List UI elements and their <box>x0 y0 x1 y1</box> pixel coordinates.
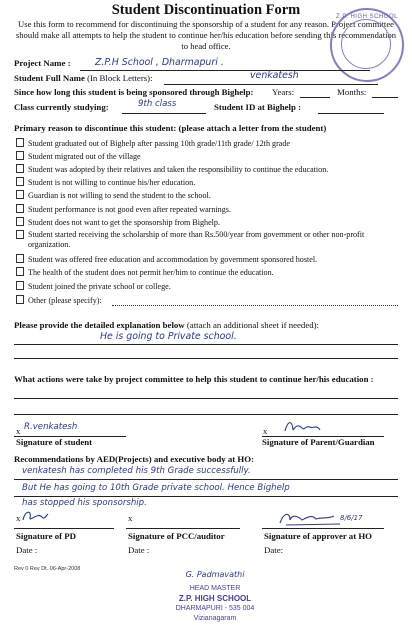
reason-label: Student performance is not good even after repeated warnings. <box>28 205 231 214</box>
reason-label: Student graduated out of Bighelp after passing 10th grade/11th grade/ 12th grade <box>28 139 291 148</box>
reason-label: Student is not willing to continue his/her education. <box>28 178 196 187</box>
student-signature[interactable]: R.venkatesh <box>24 422 78 432</box>
reason-label: Student joined the private school or college. <box>28 282 171 291</box>
checkbox[interactable] <box>16 177 24 186</box>
other-specify-line[interactable] <box>112 305 398 306</box>
actions-line-1[interactable] <box>14 398 398 399</box>
student-name-label-group <box>14 73 153 83</box>
recommendation-rule-2 <box>14 496 398 497</box>
reason-item[interactable] <box>16 177 195 187</box>
ho-date-value[interactable]: 8/6/17 <box>340 514 363 522</box>
project-name-value[interactable]: Z.P.H School , Dharmapuri . <box>95 57 224 68</box>
reason-item[interactable] <box>16 164 328 174</box>
recommendations-label: Recommendations by AED(Projects) and executive body at HO: <box>14 454 255 464</box>
project-name-line <box>80 70 370 71</box>
reason-item[interactable] <box>16 295 102 305</box>
recommendation-line-2[interactable]: But He has going to 10th Grade private school. Hence Bighelp <box>22 483 290 493</box>
reason-item[interactable] <box>16 230 388 249</box>
pcc-x-mark: x <box>128 513 133 523</box>
student-id-line[interactable] <box>318 113 384 114</box>
class-label: Class currently studying: <box>14 102 109 112</box>
headmaster-district: Vizianagaram <box>193 615 237 622</box>
pcc-signature-line <box>126 528 240 529</box>
reasons-heading: Primary reason to discontinue this student: (please attach a letter from the student) <box>14 123 327 133</box>
reason-label: Student started receiving the scholarship of more than Rs.500/year from government or other non-profit organization. <box>28 230 365 249</box>
revision-footer: Rev 0 Rev Dt. 06-Apr-2008 <box>14 566 81 572</box>
ho-signature-label: Signature of approver at HO <box>264 531 373 541</box>
headmaster-title: HEAD MASTER <box>189 585 241 592</box>
reason-label: Student was offered free education and accommodation by government sponsored hostel. <box>28 255 318 264</box>
years-line[interactable] <box>300 97 330 98</box>
checkbox[interactable] <box>16 138 24 147</box>
student-name-line <box>164 84 378 85</box>
class-value[interactable]: 9th class <box>138 99 177 109</box>
explanation-line-2 <box>14 358 398 359</box>
ho-date-label: Date: <box>264 545 284 555</box>
headmaster-place: DHARMAPURI - 535 004 <box>175 605 255 612</box>
explanation-hint: (attach an additional sheet if needed): <box>186 320 319 330</box>
recommendation-rule-1 <box>14 479 398 480</box>
reason-item[interactable] <box>16 267 274 277</box>
reason-item[interactable] <box>16 138 290 148</box>
parent-x-mark: x <box>263 426 268 436</box>
checkbox[interactable] <box>16 267 24 276</box>
months-label: Months: <box>337 87 367 97</box>
checkbox[interactable] <box>16 164 24 173</box>
stamp-inner-ring <box>341 19 391 69</box>
actions-line-2[interactable] <box>14 414 398 415</box>
reason-item[interactable] <box>16 204 231 214</box>
reason-label: Student does not want to get the sponsorship from Bighelp. <box>28 218 220 227</box>
ho-signature-line <box>262 528 384 529</box>
explanation-label: Please provide the detailed explanation below <box>14 320 185 330</box>
form-intro: Use this form to recommend for discontinuing the sponsorship of a student for any reason. Project committee should make all attempts to help the student to continue her/his education before sending this recommendation to head office. <box>15 19 397 51</box>
checkbox[interactable] <box>16 254 24 263</box>
reason-label: The health of the student does not permit her/him to continue the education. <box>28 268 274 277</box>
reason-label: Student was adopted by their relatives and taken the responsibility to continue the education. <box>28 165 329 174</box>
explanation-line-1 <box>14 344 398 345</box>
parent-signature[interactable] <box>282 418 324 436</box>
sponsorship-label: Since how long this student is being sponsored through Bighelp: <box>14 87 254 97</box>
ho-signature[interactable] <box>276 508 346 528</box>
reason-label: Guardian is not willing to send the student to the school. <box>28 191 211 200</box>
pd-signature-label: Signature of PD <box>16 531 76 541</box>
stamp-text: Z.P. HIGH SCHOOL <box>336 14 398 20</box>
reason-item[interactable] <box>16 151 141 161</box>
checkbox[interactable] <box>16 217 24 226</box>
checkbox[interactable] <box>16 190 24 199</box>
pd-date-label: Date : <box>16 545 38 555</box>
reason-label: Student migrated out of the village <box>28 152 141 161</box>
checkbox[interactable] <box>16 151 24 160</box>
explanation-value[interactable]: He is going to Private school. <box>100 331 237 342</box>
headmaster-signature[interactable]: G. Padmavathi <box>185 570 245 579</box>
student-signature-label: Signature of student <box>16 437 93 447</box>
recommendation-line-3[interactable]: has stopped his sponsorship. <box>22 498 147 508</box>
years-label: Years: <box>272 87 295 97</box>
student-x-mark: x <box>16 426 21 436</box>
reason-item[interactable] <box>16 190 211 200</box>
student-name-value[interactable]: venkatesh <box>250 70 299 81</box>
reason-item[interactable] <box>16 254 317 264</box>
pd-x-mark: x <box>16 513 21 523</box>
student-name-hint: (In Block Letters): <box>87 73 153 83</box>
actions-label: What actions were take by project committee to help this student to continue her/his education : <box>14 374 374 384</box>
checkbox[interactable] <box>16 295 24 304</box>
explanation-label-group <box>14 320 319 330</box>
pcc-date-label: Date : <box>128 545 150 555</box>
headmaster-school: Z.P. HIGH SCHOOL <box>178 594 252 603</box>
months-line[interactable] <box>372 97 398 98</box>
form-title: Student Discontinuation Form <box>111 2 301 18</box>
parent-signature-label: Signature of Parent/Guardian <box>262 437 375 447</box>
student-name-label: Student Full Name <box>14 73 85 83</box>
pd-signature-line <box>14 528 114 529</box>
student-id-label: Student ID at Bighelp : <box>214 102 302 112</box>
checkbox[interactable] <box>16 281 24 290</box>
class-line <box>122 113 206 114</box>
reason-label: Other (please specify): <box>28 296 102 305</box>
checkbox[interactable] <box>16 230 24 239</box>
pcc-signature-label: Signature of PCC/auditor <box>128 531 225 541</box>
checkbox[interactable] <box>16 204 24 213</box>
recommendation-line-1[interactable]: venkatesh has completed his 9th Grade successfully. <box>22 466 251 476</box>
reason-item[interactable] <box>16 281 171 291</box>
reason-item[interactable] <box>16 217 220 227</box>
project-name-label: Project Name : <box>14 58 71 68</box>
pd-signature[interactable] <box>20 508 50 524</box>
